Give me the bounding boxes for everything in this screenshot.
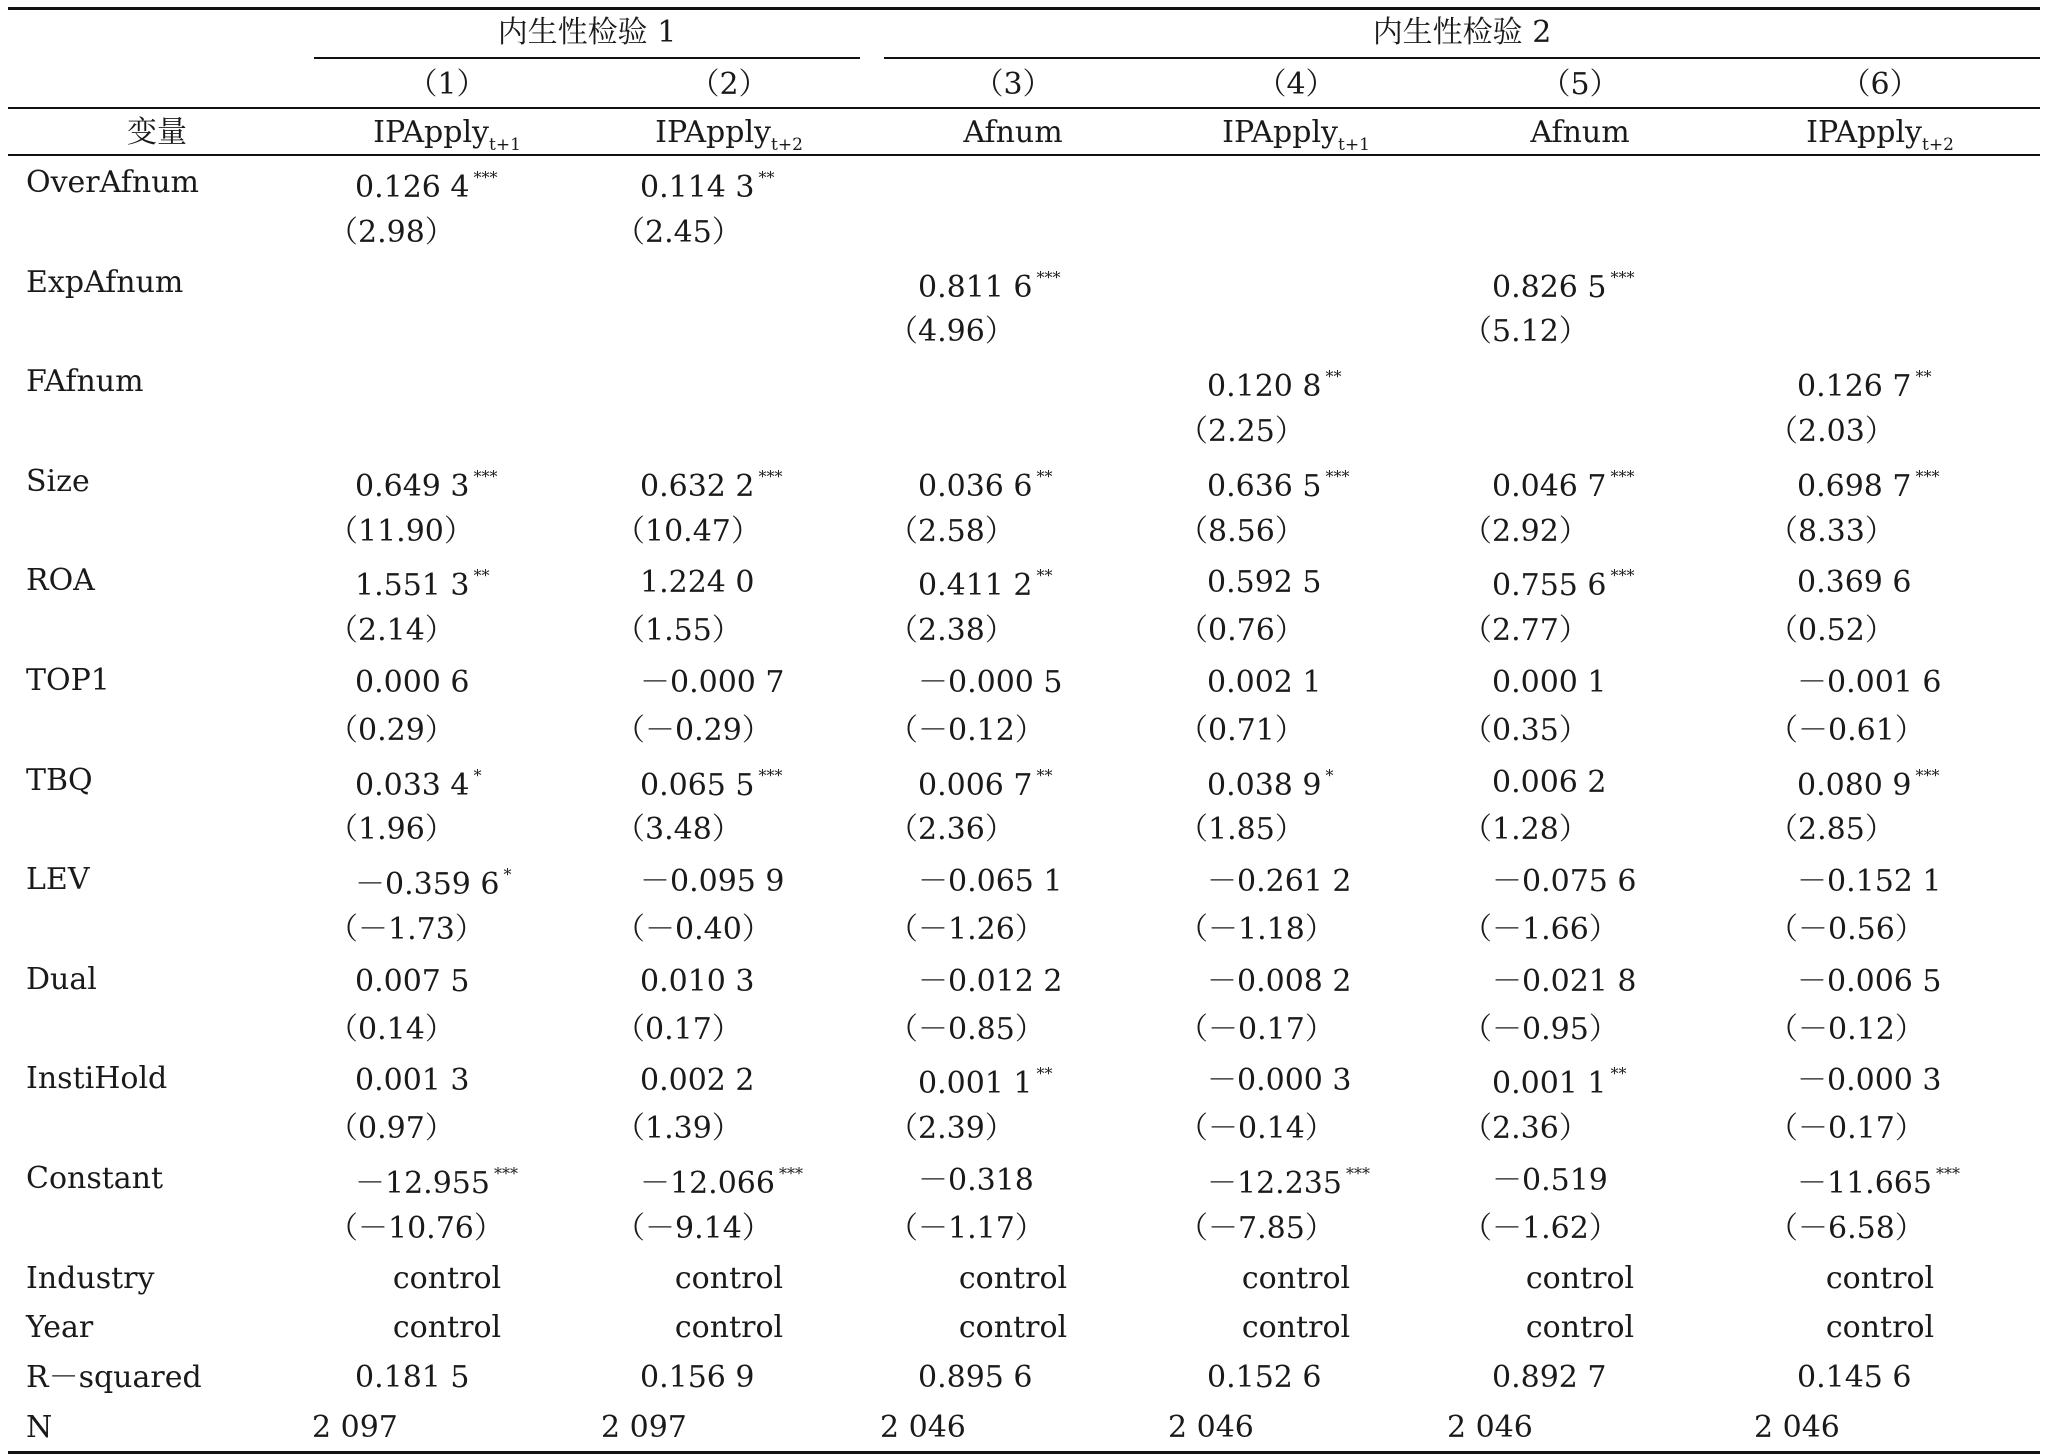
coefficient-value: －0.001 6 (1797, 665, 1942, 700)
coefficient-cell (1207, 1166, 1370, 1199)
dependent-base: IPApply (373, 115, 489, 150)
control-cell: control (1241, 1310, 1351, 1345)
coefficient-cell (355, 665, 470, 700)
t-statistic-cell: （－10.76） (328, 1211, 504, 1246)
coefficient-cell (1207, 1063, 1352, 1098)
dependent-variable-3 (963, 115, 1063, 150)
coefficient-cell (1492, 270, 1635, 303)
column-number-2: （2） (689, 67, 769, 102)
t-statistic-cell: （－1.62） (1462, 1211, 1619, 1246)
n-cell: 2 046 (880, 1410, 966, 1445)
t-statistic-cell: （－6.58） (1768, 1211, 1925, 1246)
t-statistic-cell: （2.85） (1768, 812, 1895, 847)
coefficient-value: 0.033 4 (355, 768, 470, 803)
dependent-base: Afnum (1530, 115, 1630, 150)
dependent-variable-6 (1806, 115, 1954, 155)
coefficient-value: －0.012 2 (918, 964, 1063, 999)
coefficient-value: 0.001 3 (355, 1063, 470, 1098)
t-statistic-cell: （－0.29） (615, 713, 772, 748)
row-label: ExpAfnum (26, 265, 184, 300)
coefficient-cell (1797, 469, 1940, 502)
significance-stars: *** (1325, 467, 1350, 486)
column-number-5: （5） (1540, 67, 1620, 102)
significance-stars: *** (758, 467, 783, 486)
column-number-6: （6） (1840, 67, 1920, 102)
r-squared-cell: 0.895 6 (918, 1360, 1033, 1395)
dependent-subscript: t+2 (1922, 135, 1954, 155)
coefficient-cell (918, 864, 1063, 899)
significance-stars: ** (1036, 766, 1053, 785)
row-label: Industry (26, 1261, 155, 1296)
t-statistic-cell: （0.29） (328, 713, 455, 748)
significance-stars: * (1325, 766, 1334, 785)
significance-stars: *** (493, 1164, 518, 1183)
n-cell: 2 097 (601, 1410, 687, 1445)
significance-stars: *** (1036, 268, 1061, 287)
coefficient-cell (1207, 864, 1352, 899)
t-statistic-cell: （－0.61） (1768, 713, 1925, 748)
coefficient-value: －0.065 1 (918, 864, 1063, 899)
coefficient-cell (918, 469, 1053, 502)
significance-stars: *** (1915, 766, 1940, 785)
coefficient-cell (1797, 565, 1912, 600)
coefficient-cell (918, 270, 1061, 303)
coefficient-value: 0.698 7 (1797, 469, 1912, 504)
r-squared-cell: 0.156 9 (640, 1360, 755, 1395)
t-statistic-cell: （0.52） (1768, 613, 1895, 648)
significance-stars: ** (1036, 467, 1053, 486)
coefficient-cell (355, 170, 498, 203)
group-header-2: 内生性检验 2 (1372, 15, 1552, 50)
coefficient-cell (355, 867, 512, 900)
top-rule (8, 7, 2040, 10)
significance-stars: ** (473, 566, 490, 585)
significance-stars: *** (1915, 467, 1940, 486)
significance-stars: *** (1610, 566, 1635, 585)
coefficient-cell (355, 1166, 518, 1199)
significance-stars: ** (1036, 1064, 1053, 1083)
t-statistic-cell: （2.36） (1462, 1111, 1589, 1146)
coefficient-value: －0.000 7 (640, 665, 785, 700)
coefficient-value: －11.665 (1797, 1166, 1932, 1201)
significance-stars: *** (758, 766, 783, 785)
coefficient-value: 0.000 6 (355, 665, 470, 700)
significance-stars: *** (1935, 1164, 1960, 1183)
coefficient-cell (640, 1063, 755, 1098)
coefficient-value: 0.046 7 (1492, 469, 1607, 504)
coefficient-value: －12.235 (1207, 1166, 1342, 1201)
coefficient-cell (1492, 765, 1607, 800)
dependent-subscript: t+2 (771, 135, 803, 155)
t-statistic-cell: （－0.56） (1768, 912, 1925, 947)
significance-stars: *** (1610, 467, 1635, 486)
control-cell: control (958, 1261, 1068, 1296)
t-statistic-cell: （1.39） (615, 1111, 742, 1146)
n-cell: 2 046 (1168, 1410, 1254, 1445)
significance-stars: ** (1325, 367, 1342, 386)
significance-stars: ** (1036, 566, 1053, 585)
coefficient-cell (1492, 864, 1637, 899)
r-squared-cell: 0.181 5 (355, 1360, 470, 1395)
coefficient-value: 0.592 5 (1207, 565, 1322, 600)
significance-stars: ** (1915, 367, 1932, 386)
row-label: FAfnum (26, 364, 144, 399)
row-label: Size (26, 464, 90, 499)
t-statistic-cell: （2.92） (1462, 514, 1589, 549)
column-number-4: （4） (1256, 67, 1336, 102)
coefficient-value: －0.075 6 (1492, 864, 1637, 899)
t-statistic-cell: （1.96） (328, 812, 455, 847)
control-cell: control (1825, 1310, 1935, 1345)
r-squared-cell: 0.152 6 (1207, 1360, 1322, 1395)
header-bottom-rule (8, 154, 2040, 156)
coefficient-value: 0.114 3 (640, 170, 755, 205)
coefficient-cell (640, 864, 785, 899)
t-statistic-cell: （8.33） (1768, 514, 1895, 549)
row-label: TOP1 (26, 663, 110, 698)
t-statistic-cell: （5.12） (1462, 314, 1589, 349)
t-statistic-cell: （2.77） (1462, 613, 1589, 648)
group-1-underline (314, 57, 860, 59)
coefficient-value: 0.001 1 (1492, 1066, 1607, 1101)
coefficient-value: 0.411 2 (918, 568, 1033, 603)
coefficient-value: 0.000 1 (1492, 665, 1607, 700)
r-squared-cell: 0.892 7 (1492, 1360, 1607, 1395)
column-number-3: （3） (973, 67, 1053, 102)
t-statistic-cell: （－0.14） (1178, 1111, 1335, 1146)
row-label: Year (26, 1310, 94, 1345)
coefficient-cell (1207, 768, 1334, 801)
coefficient-cell (1492, 665, 1607, 700)
coefficient-cell (1492, 568, 1635, 601)
coefficient-value: 0.002 1 (1207, 665, 1322, 700)
coefficient-cell (355, 568, 490, 601)
coefficient-cell (640, 469, 783, 502)
significance-stars: *** (473, 467, 498, 486)
t-statistic-cell: （3.48） (615, 812, 742, 847)
coefficient-value: －0.318 (918, 1163, 1034, 1198)
coefficient-value: －0.006 5 (1797, 964, 1942, 999)
header-mid-rule (8, 107, 2040, 109)
t-statistic-cell: （2.58） (888, 514, 1015, 549)
control-cell: control (392, 1261, 502, 1296)
control-cell: control (958, 1310, 1068, 1345)
control-cell: control (674, 1310, 784, 1345)
t-statistic-cell: （2.03） (1768, 414, 1895, 449)
bottom-rule (8, 1451, 2040, 1454)
t-statistic-cell: （0.17） (615, 1012, 742, 1047)
coefficient-value: 0.369 6 (1797, 565, 1912, 600)
dependent-variable-4 (1222, 115, 1370, 155)
coefficient-value: －0.152 1 (1797, 864, 1942, 899)
row-label: OverAfnum (26, 165, 199, 200)
t-statistic-cell: （－7.85） (1178, 1211, 1335, 1246)
t-statistic-cell: （－1.17） (888, 1211, 1045, 1246)
t-statistic-cell: （4.96） (888, 314, 1015, 349)
coefficient-value: 0.636 5 (1207, 469, 1322, 504)
coefficient-value: 0.120 8 (1207, 369, 1322, 404)
t-statistic-cell: （1.85） (1178, 812, 1305, 847)
t-statistic-cell: （2.39） (888, 1111, 1015, 1146)
coefficient-value: －12.955 (355, 1166, 490, 1201)
coefficient-value: 0.006 7 (918, 768, 1033, 803)
dependent-subscript: t+1 (489, 135, 521, 155)
coefficient-value: 0.649 3 (355, 469, 470, 504)
coefficient-value: －0.519 (1492, 1163, 1608, 1198)
dependent-subscript: t+1 (1338, 135, 1370, 155)
coefficient-cell (918, 665, 1063, 700)
coefficient-value: 0.007 5 (355, 964, 470, 999)
coefficient-value: 0.065 5 (640, 768, 755, 803)
row-label: Constant (26, 1161, 164, 1196)
coefficient-cell (1492, 964, 1637, 999)
t-statistic-cell: （－1.18） (1178, 912, 1335, 947)
coefficient-cell (640, 768, 783, 801)
coefficient-cell (640, 170, 775, 203)
dependent-variable-2 (655, 115, 803, 155)
t-statistic-cell: （2.45） (615, 215, 742, 250)
coefficient-cell (355, 768, 482, 801)
t-statistic-cell: （－1.66） (1462, 912, 1619, 947)
coefficient-cell (1207, 565, 1322, 600)
coefficient-value: 0.080 9 (1797, 768, 1912, 803)
dependent-base: IPApply (655, 115, 771, 150)
significance-stars: * (503, 865, 512, 884)
coefficient-cell (1492, 469, 1635, 502)
coefficient-cell (355, 964, 470, 999)
t-statistic-cell: （－0.17） (1768, 1111, 1925, 1146)
t-statistic-cell: （2.38） (888, 613, 1015, 648)
n-cell: 2 046 (1447, 1410, 1533, 1445)
coefficient-cell (1492, 1066, 1627, 1099)
control-cell: control (1525, 1261, 1635, 1296)
control-cell: control (1825, 1261, 1935, 1296)
coefficient-value: －0.359 6 (355, 867, 500, 902)
n-cell: 2 046 (1754, 1410, 1840, 1445)
coefficient-cell (1797, 864, 1942, 899)
coefficient-value: 0.038 9 (1207, 768, 1322, 803)
row-label: LEV (26, 862, 90, 897)
significance-stars: * (473, 766, 482, 785)
t-statistic-cell: （－0.17） (1178, 1012, 1335, 1047)
coefficient-cell (640, 964, 755, 999)
significance-stars: *** (1610, 268, 1635, 287)
coefficient-value: 0.126 7 (1797, 369, 1912, 404)
coefficient-cell (918, 568, 1053, 601)
row-label: N (26, 1410, 53, 1445)
coefficient-value: 0.002 2 (640, 1063, 755, 1098)
coefficient-cell (1207, 469, 1350, 502)
t-statistic-cell: （1.55） (615, 613, 742, 648)
coefficient-value: －0.008 2 (1207, 964, 1352, 999)
t-statistic-cell: （－1.73） (328, 912, 485, 947)
coefficient-cell (640, 1166, 803, 1199)
dependent-variable-5 (1530, 115, 1630, 150)
t-statistic-cell: （－0.12） (1768, 1012, 1925, 1047)
coefficient-value: 1.224 0 (640, 565, 755, 600)
coefficient-cell (918, 964, 1063, 999)
group-header-1: 内生性检验 1 (497, 15, 677, 50)
coefficient-cell (1207, 369, 1342, 402)
coefficient-value: －12.066 (640, 1166, 775, 1201)
n-cell: 2 097 (312, 1410, 398, 1445)
coefficient-cell (1492, 1163, 1608, 1198)
coefficient-cell (1207, 964, 1352, 999)
coefficient-cell (1797, 369, 1932, 402)
coefficient-cell (1797, 768, 1940, 801)
significance-stars: ** (1610, 1064, 1627, 1083)
coefficient-cell (1797, 1166, 1960, 1199)
t-statistic-cell: （2.14） (328, 613, 455, 648)
coefficient-value: 1.551 3 (355, 568, 470, 603)
coefficient-value: 0.006 2 (1492, 765, 1607, 800)
dependent-base: Afnum (963, 115, 1063, 150)
t-statistic-cell: （－0.85） (888, 1012, 1045, 1047)
row-label: InstiHold (26, 1061, 168, 1096)
t-statistic-cell: （10.47） (615, 514, 761, 549)
coefficient-value: 0.755 6 (1492, 568, 1607, 603)
variable-header: 变量 (127, 115, 187, 150)
dependent-base: IPApply (1806, 115, 1922, 150)
significance-stars: ** (758, 168, 775, 187)
significance-stars: *** (1345, 1164, 1370, 1183)
control-cell: control (1241, 1261, 1351, 1296)
t-statistic-cell: （1.28） (1462, 812, 1589, 847)
control-cell: control (392, 1310, 502, 1345)
coefficient-value: 0.036 6 (918, 469, 1033, 504)
group-2-underline (884, 57, 2040, 59)
t-statistic-cell: （－9.14） (615, 1211, 772, 1246)
t-statistic-cell: （0.76） (1178, 613, 1305, 648)
coefficient-cell (918, 1066, 1053, 1099)
control-cell: control (674, 1261, 784, 1296)
t-statistic-cell: （11.90） (328, 514, 474, 549)
t-statistic-cell: （－0.40） (615, 912, 772, 947)
coefficient-cell (355, 469, 498, 502)
coefficient-value: －0.000 3 (1207, 1063, 1352, 1098)
coefficient-cell (918, 768, 1053, 801)
t-statistic-cell: （－0.12） (888, 713, 1045, 748)
row-label: ROA (26, 563, 95, 598)
coefficient-cell (1797, 964, 1942, 999)
coefficient-value: －0.000 3 (1797, 1063, 1942, 1098)
t-statistic-cell: （2.98） (328, 215, 455, 250)
coefficient-cell (1797, 1063, 1942, 1098)
t-statistic-cell: （－1.26） (888, 912, 1045, 947)
coefficient-value: 0.010 3 (640, 964, 755, 999)
significance-stars: *** (473, 168, 498, 187)
coefficient-cell (918, 1163, 1034, 1198)
significance-stars: *** (778, 1164, 803, 1183)
coefficient-value: 0.826 5 (1492, 270, 1607, 305)
coefficient-value: －0.095 9 (640, 864, 785, 899)
coefficient-value: －0.021 8 (1492, 964, 1637, 999)
coefficient-value: －0.000 5 (918, 665, 1063, 700)
t-statistic-cell: （0.97） (328, 1111, 455, 1146)
t-statistic-cell: （2.36） (888, 812, 1015, 847)
t-statistic-cell: （0.14） (328, 1012, 455, 1047)
row-label: TBQ (26, 763, 93, 798)
coefficient-value: 0.126 4 (355, 170, 470, 205)
column-number-1: （1） (407, 67, 487, 102)
coefficient-cell (355, 1063, 470, 1098)
t-statistic-cell: （2.25） (1178, 414, 1305, 449)
row-label: R－squared (26, 1360, 202, 1395)
t-statistic-cell: （－0.95） (1462, 1012, 1619, 1047)
coefficient-cell (1797, 665, 1942, 700)
coefficient-cell (1207, 665, 1322, 700)
coefficient-value: －0.261 2 (1207, 864, 1352, 899)
coefficient-value: 0.811 6 (918, 270, 1033, 305)
row-label: Dual (26, 962, 97, 997)
dependent-base: IPApply (1222, 115, 1338, 150)
dependent-variable-1 (373, 115, 521, 155)
t-statistic-cell: （0.71） (1178, 713, 1305, 748)
t-statistic-cell: （8.56） (1178, 514, 1305, 549)
coefficient-value: 0.632 2 (640, 469, 755, 504)
coefficient-cell (640, 565, 755, 600)
control-cell: control (1525, 1310, 1635, 1345)
t-statistic-cell: （0.35） (1462, 713, 1589, 748)
coefficient-cell (640, 665, 785, 700)
coefficient-value: 0.001 1 (918, 1066, 1033, 1101)
r-squared-cell: 0.145 6 (1797, 1360, 1912, 1395)
